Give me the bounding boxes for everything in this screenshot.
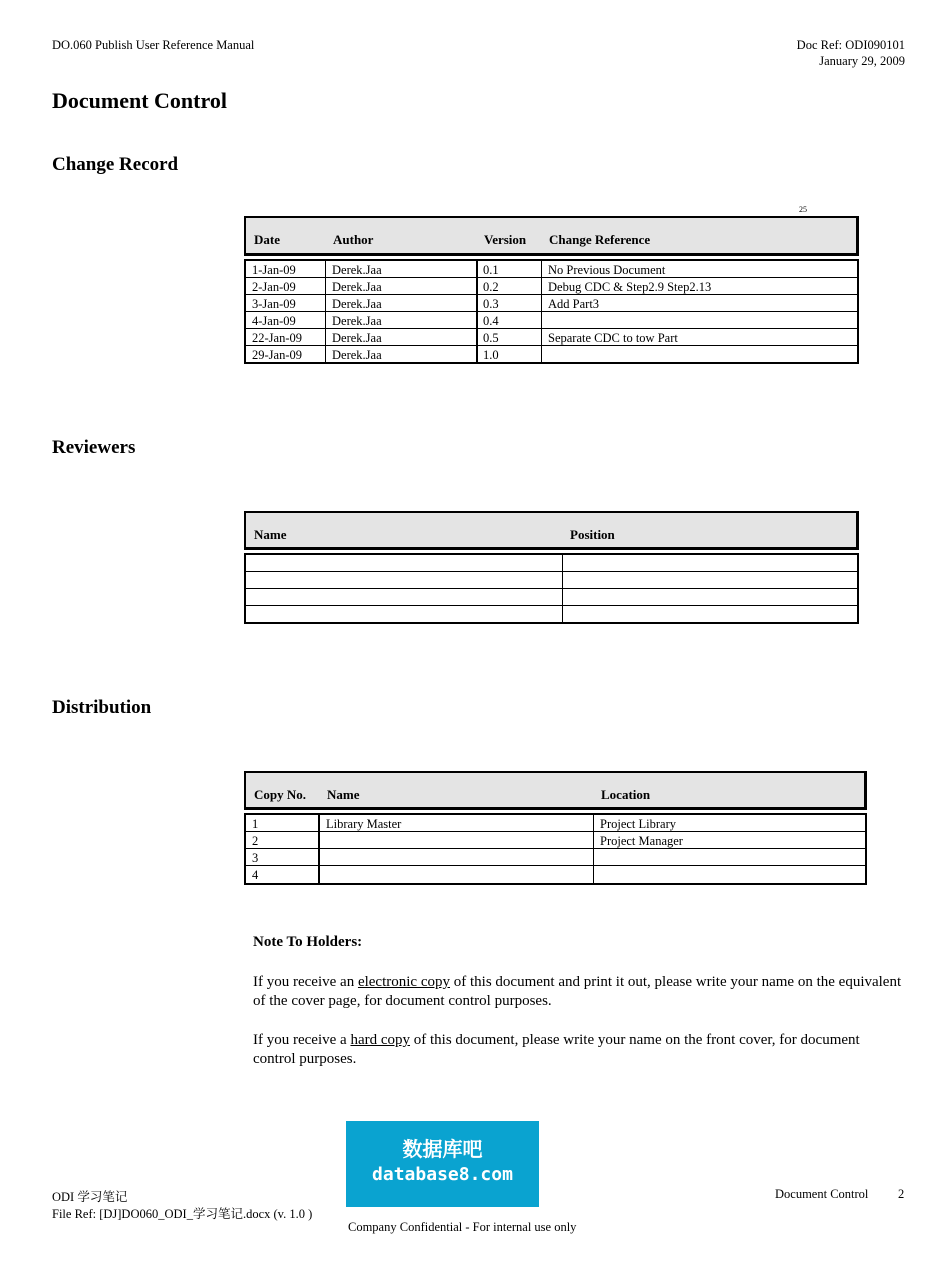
table-row	[246, 261, 857, 278]
column-header: Author	[333, 232, 374, 247]
table-cell: 29-Jan-09	[252, 348, 302, 362]
table-cell: Project Manager	[600, 834, 683, 848]
table-cell: Derek.Jaa	[332, 314, 382, 328]
table-body	[244, 259, 859, 364]
hard-copy-term: hard copy	[350, 1032, 411, 1048]
table-cell: 4	[252, 868, 259, 882]
table-cell: Add Part3	[548, 297, 600, 311]
table-body	[244, 813, 867, 885]
table-body	[244, 553, 859, 624]
column-header: Location	[601, 787, 651, 802]
table-cell: No Previous Document	[548, 263, 666, 277]
note-paragraph-hard	[253, 1031, 903, 1069]
change-record-table	[244, 216, 859, 364]
table-row	[246, 346, 857, 363]
table-row	[246, 329, 857, 346]
note-heading: Note To Holders:	[253, 934, 363, 950]
table-cell: 3	[252, 851, 259, 865]
change-record-heading: Change Record	[52, 154, 179, 175]
reviewers-heading: Reviewers	[52, 437, 136, 458]
footer-confidential: Company Confidential - For internal use only	[348, 1220, 577, 1234]
table-cell: 4-Jan-09	[252, 314, 296, 328]
header-doc-ref: Doc Ref: ODI090101	[796, 38, 905, 52]
table-row	[246, 849, 865, 866]
table-cell: 1-Jan-09	[252, 263, 296, 277]
column-header: Date	[254, 232, 280, 247]
table-row	[246, 866, 865, 883]
footer-left-title: ODI 学习笔记	[52, 1190, 128, 1204]
table-cell: 3-Jan-09	[252, 297, 296, 311]
table-cell: Derek.Jaa	[332, 348, 382, 362]
header-title: DO.060 Publish User Reference Manual	[52, 38, 255, 52]
table-cell: 2	[252, 834, 259, 848]
column-header: Name	[254, 527, 287, 542]
table-cell: Separate CDC to tow Part	[548, 331, 678, 345]
table-cell: Project Library	[600, 817, 677, 831]
table-cell: Derek.Jaa	[332, 280, 382, 294]
footer-file-ref: File Ref: [DJ]DO060_ODI_学习笔记.docx (v. 1.0 )	[52, 1207, 313, 1221]
distribution-table	[244, 771, 867, 885]
watermark-logo	[346, 1121, 539, 1207]
note-paragraph-electronic	[253, 973, 903, 1011]
table-cell: 0.5	[483, 331, 499, 345]
table-cell: 1.0	[483, 348, 499, 362]
footer-page-number: 2	[898, 1187, 905, 1201]
text: of this document, please write your name on the front cover, for document control purposes.	[253, 1032, 860, 1067]
distribution-heading: Distribution	[52, 697, 152, 718]
table-row	[246, 312, 857, 329]
reviewers-table	[244, 511, 859, 624]
text: If you receive a	[253, 1032, 351, 1048]
watermark-line2: database8.com	[372, 1164, 513, 1185]
header-date: January 29, 2009	[819, 54, 905, 68]
table-row	[246, 589, 857, 606]
text: of this document and print it out, please write your name on the equivalent of the cover page, for document control purposes.	[253, 974, 902, 1009]
table-row	[246, 555, 857, 572]
table-cell: 0.2	[483, 280, 499, 294]
page-title: Document Control	[52, 88, 227, 113]
column-header: Version	[484, 232, 527, 247]
column-header: Change Reference	[549, 232, 651, 247]
table-cell: Derek.Jaa	[332, 297, 382, 311]
table-header	[244, 216, 859, 256]
electronic-copy-term: electronic copy	[357, 974, 450, 990]
table-row	[246, 572, 857, 589]
table-cell: 0.1	[483, 263, 499, 277]
table-row	[246, 606, 857, 623]
table-row	[246, 278, 857, 295]
table-cell: 22-Jan-09	[252, 331, 302, 345]
table-cell: Library Master	[326, 817, 402, 831]
table-cell: Derek.Jaa	[332, 263, 382, 277]
change-record-marker: 25	[799, 205, 807, 214]
table-header	[244, 511, 859, 550]
table-cell: 1	[252, 817, 259, 831]
column-header: Position	[570, 527, 615, 542]
table-cell: 0.4	[483, 314, 499, 328]
table-cell: Debug CDC & Step2.9 Step2.13	[548, 280, 712, 294]
table-row	[246, 295, 857, 312]
table-header	[244, 771, 867, 810]
table-cell: 2-Jan-09	[252, 280, 296, 294]
table-row	[246, 832, 865, 849]
table-cell: 0.3	[483, 297, 499, 311]
text: If you receive an	[253, 974, 358, 990]
table-row	[246, 815, 865, 832]
table-cell: Derek.Jaa	[332, 331, 382, 345]
footer-section: Document Control	[775, 1187, 869, 1201]
column-header: Name	[327, 787, 360, 802]
column-header: Copy No.	[254, 787, 307, 802]
watermark-line1: 数据库吧	[402, 1137, 483, 1161]
